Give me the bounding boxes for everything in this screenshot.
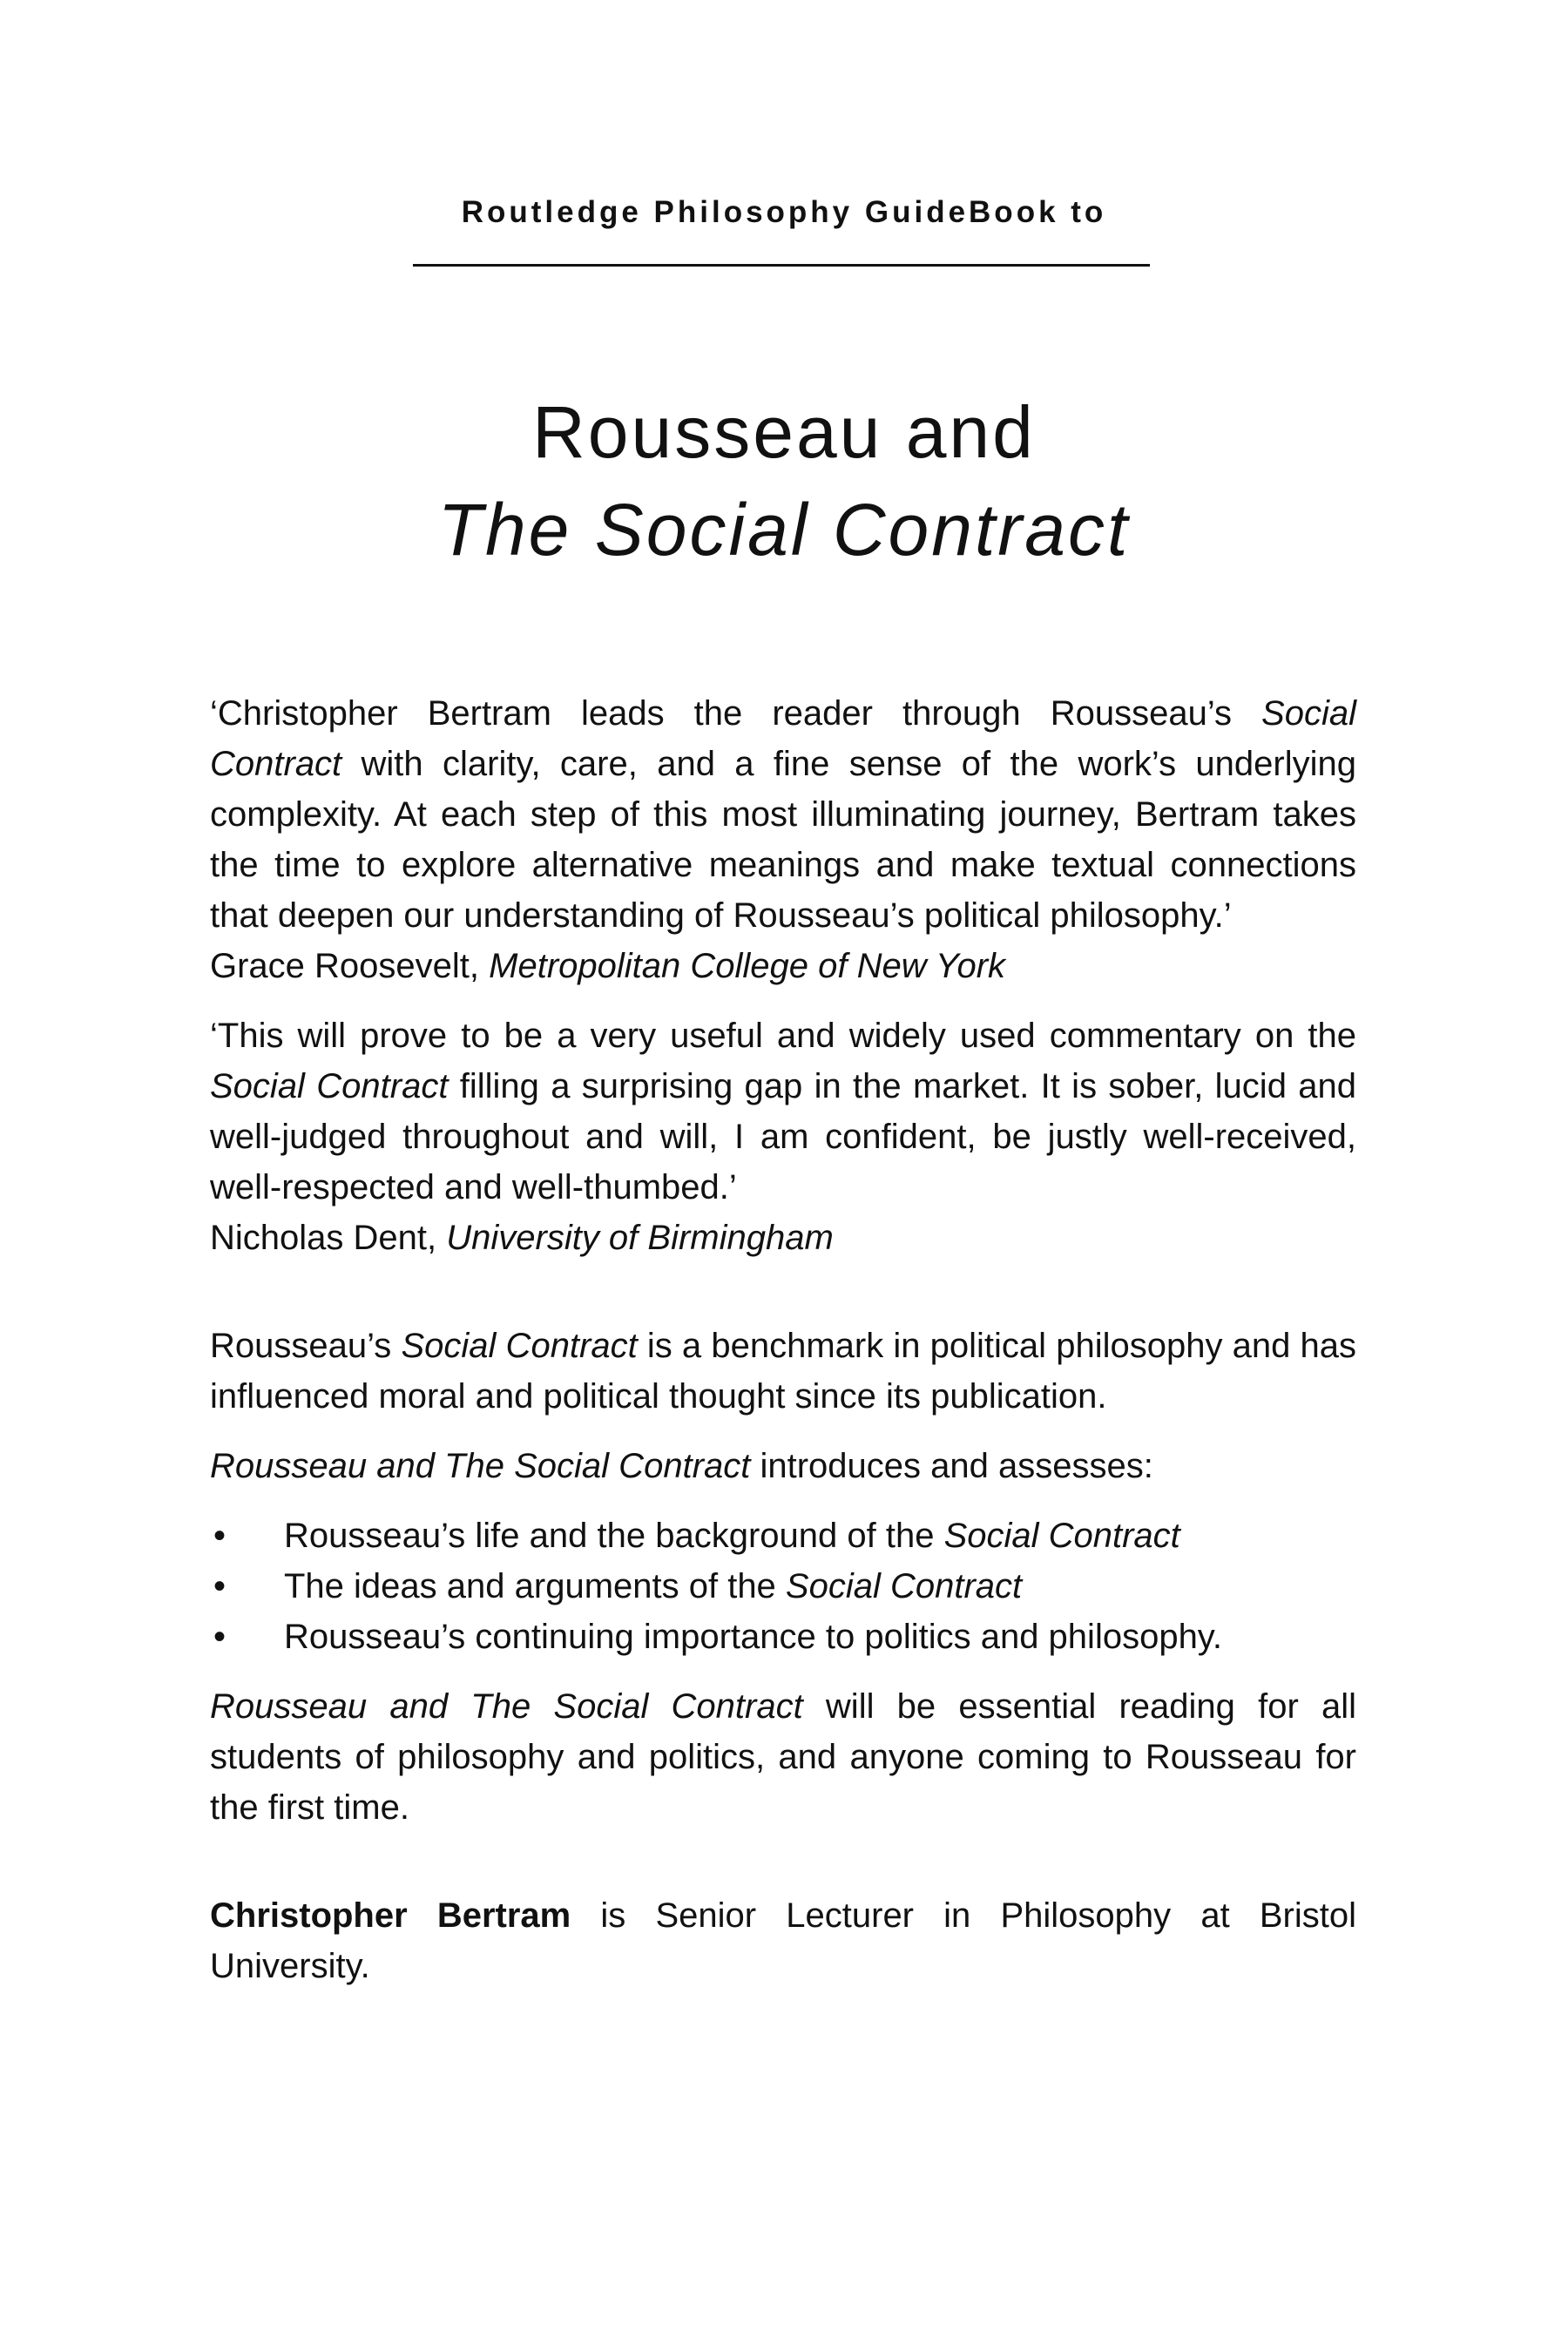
book-title [0, 383, 1568, 578]
quote-2: ‘This will prove to be a very useful and widely used commentary on the Social Contract filling a surprising gap in the market. It is sober, lucid and well-judged throughout and will, I am confident, be justly well-received, well-respected and well-thumbed.’ [210, 1017, 1356, 1206]
quote-2-attribution: Nicholas Dent, University of Birmingham [210, 1219, 834, 1257]
author-name: Christopher Bertram [210, 1896, 571, 1935]
title-line-1: Rousseau and [532, 391, 1036, 473]
bullet-icon: • [213, 1618, 226, 1656]
series-line: Routledge Philosophy GuideBook to [461, 195, 1107, 229]
title-line-2: The Social Contract [437, 489, 1131, 571]
bullet-icon: • [213, 1517, 226, 1555]
intro-paragraph: Rousseau’s Social Contract is a benchmark in political philosophy and has influenced moral and political thought since its publication. [210, 1327, 1357, 1416]
list-item: • The ideas and arguments of the Social Contract [210, 1561, 1356, 1612]
quote-1-attribution: Grace Roosevelt, Metropolitan College of New York [210, 947, 1006, 985]
list-item: • Rousseau’s continuing importance to politics and philosophy. [210, 1612, 1356, 1662]
quote-1: ‘Christopher Bertram leads the reader through Rousseau’s Social Contract with clarity, care, and a fine sense of the work’s underlying complexity. At each step of this most illuminating journey, Bertram takes the time to explore alternative meanings and make textual connections that deepen our understanding of Rousseau’s political philosophy.’ [210, 694, 1356, 935]
body-text [210, 688, 1356, 1991]
list-item: • Rousseau’s life and the background of the Social Contract [210, 1511, 1356, 1561]
author-bio: Christopher Bertram is Senior Lecturer in Philosophy at Bristol University. [210, 1896, 1356, 1985]
essential-paragraph: Rousseau and The Social Contract will be essential reading for all students of philosophy and politics, and anyone coming to Rousseau for the first time. [210, 1687, 1356, 1827]
assesses-paragraph: Rousseau and The Social Contract introduces and assesses: [210, 1447, 1153, 1485]
series-rule [413, 264, 1150, 267]
bullet-icon: • [213, 1567, 226, 1605]
topics-list [210, 1511, 1356, 1662]
